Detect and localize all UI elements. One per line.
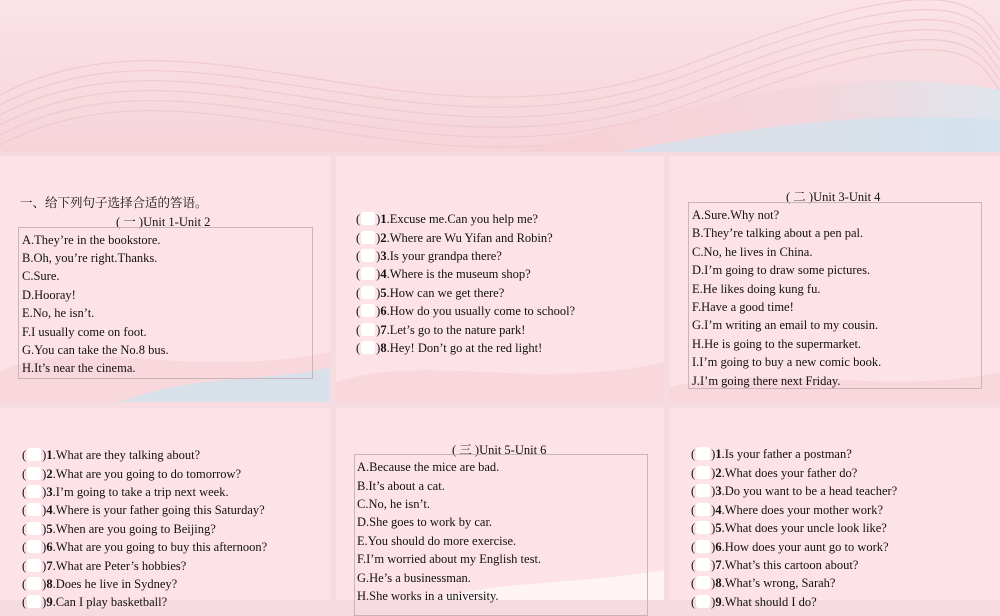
answer-blank[interactable] — [361, 212, 375, 225]
option-item: G.You can take the No.8 bus. — [22, 343, 169, 357]
answer-blank[interactable] — [696, 595, 710, 608]
question-item: ( )3.Is your grandpa there? — [356, 249, 502, 263]
option-item: B.It’s about a cat. — [357, 479, 445, 493]
option-item: I.I’m going to buy a new comic book. — [692, 355, 882, 369]
question-item: ( )5.What does your uncle look like? — [691, 521, 887, 535]
question-item: ( )8.Hey! Don’t go at the red light! — [356, 341, 543, 355]
option-item: C.No, he isn’t. — [357, 497, 431, 511]
answer-blank[interactable] — [696, 521, 710, 534]
answer-blank[interactable] — [696, 558, 710, 571]
panel-group3-questions — [670, 408, 1000, 609]
answer-blank[interactable] — [27, 559, 41, 572]
option-item: C.Sure. — [22, 269, 60, 283]
question-item: ( )5.When are you going to Beijing? — [22, 522, 216, 536]
option-item: A.They’re in the bookstore. — [22, 233, 161, 247]
answer-blank[interactable] — [696, 503, 710, 516]
option-item: E.You should do more exercise. — [357, 534, 517, 548]
question-item: ( )7.What’s this cartoon about? — [691, 558, 859, 572]
question-item: ( )7.Let’s go to the nature park! — [356, 323, 526, 337]
question-item: ( )4.Where is your father going this Saturday? — [22, 503, 265, 517]
question-item: ( )1.Excuse me.Can you help me? — [356, 212, 538, 226]
question-item: ( )2.Where are Wu Yifan and Robin? — [356, 231, 553, 245]
answer-blank[interactable] — [27, 595, 41, 608]
answer-blank[interactable] — [27, 522, 41, 535]
answer-blank[interactable] — [27, 485, 41, 498]
question-item: ( )7.What are Peter’s hobbies? — [22, 559, 187, 573]
panel-group2-questions — [0, 408, 330, 609]
question-item: ( )1.Is your father a postman? — [691, 447, 852, 461]
answer-blank[interactable] — [361, 341, 375, 354]
title-banner — [0, 0, 1000, 152]
answer-blank[interactable] — [27, 467, 41, 480]
question-item: ( )8.Does he live in Sydney? — [22, 577, 178, 591]
question-item: ( )8.What’s wrong, Sarah? — [691, 576, 836, 590]
option-item: G.He’s a businessman. — [357, 571, 471, 585]
question-item: ( )4.Where is the museum shop? — [356, 267, 531, 281]
option-item: G.I’m writing an email to my cousin. — [692, 318, 879, 332]
option-item: H.She works in a university. — [357, 589, 499, 603]
question-item: ( )6.How do you usually come to school? — [356, 304, 576, 318]
panel-group1-questions — [336, 156, 664, 402]
question-item: ( )3.I’m going to take a trip next week. — [22, 485, 229, 499]
answer-blank[interactable] — [696, 447, 710, 460]
answer-blank[interactable] — [361, 267, 375, 280]
question-item: ( )9.Can I play basketball? — [22, 595, 168, 609]
option-item: C.No, he lives in China. — [692, 245, 813, 259]
option-item: J.I’m going there next Friday. — [692, 374, 841, 388]
answer-blank[interactable] — [27, 540, 41, 553]
option-item: D.She goes to work by car. — [357, 515, 493, 529]
question-item: ( )6.What are you going to buy this afternoon? — [22, 540, 268, 554]
answer-blank[interactable] — [27, 503, 41, 516]
panel-group3-options — [336, 408, 664, 603]
option-item: D.Hooray! — [22, 288, 76, 302]
question-item: ( )6.How does your aunt go to work? — [691, 540, 889, 554]
option-item: F.Have a good time! — [692, 300, 794, 314]
question-item: ( )3.Do you want to be a head teacher? — [691, 484, 898, 498]
question-item: ( )2.What are you going to do tomorrow? — [22, 467, 242, 481]
answer-blank[interactable] — [696, 484, 710, 497]
option-item: E.He likes doing kung fu. — [692, 282, 821, 296]
option-item: B.Oh, you’re right.Thanks. — [22, 251, 158, 265]
panel-group1-options — [0, 156, 330, 402]
answer-blank[interactable] — [27, 448, 41, 461]
answer-blank[interactable] — [361, 231, 375, 244]
question-item: ( )1.What are they talking about? — [22, 448, 201, 462]
answer-blank[interactable] — [361, 304, 375, 317]
group3-title: ( 三 )Unit 5-Unit 6 — [452, 443, 547, 457]
question-item: ( )9.What should I do? — [691, 595, 817, 609]
answer-blank[interactable] — [361, 249, 375, 262]
option-item: F.I usually come on foot. — [22, 325, 147, 339]
question-item: ( )4.Where does your mother work? — [691, 503, 883, 517]
answer-blank[interactable] — [696, 540, 710, 553]
group1-title: ( 一 )Unit 1-Unit 2 — [116, 215, 211, 229]
option-item: A.Sure.Why not? — [692, 208, 780, 222]
option-item: H.He is going to the supermarket. — [692, 337, 862, 351]
group1-question-list — [336, 156, 664, 402]
section-title: 一、给下列句子选择合适的答语。 — [20, 196, 208, 210]
option-item: H.It’s near the cinema. — [22, 361, 136, 375]
answer-blank[interactable] — [27, 577, 41, 590]
answer-blank[interactable] — [361, 323, 375, 336]
option-item: E.No, he isn’t. — [22, 306, 95, 320]
answer-blank[interactable] — [361, 286, 375, 299]
option-item: A.Because the mice are bad. — [357, 460, 500, 474]
answer-blank[interactable] — [696, 576, 710, 589]
question-item: ( )2.What does your father do? — [691, 466, 858, 480]
group2-question-list — [0, 408, 330, 609]
panel-group2-options — [670, 156, 1000, 402]
answer-blank[interactable] — [696, 466, 710, 479]
decorative-waves — [0, 0, 1000, 152]
group2-title: ( 二 )Unit 3-Unit 4 — [786, 190, 881, 204]
option-item: D.I’m going to draw some pictures. — [692, 263, 871, 277]
option-item: B.They’re talking about a pen pal. — [692, 226, 864, 240]
group3-question-list — [670, 408, 1000, 609]
question-item: ( )5.How can we get there? — [356, 286, 505, 300]
option-item: F.I’m worried about my English test. — [357, 552, 542, 566]
